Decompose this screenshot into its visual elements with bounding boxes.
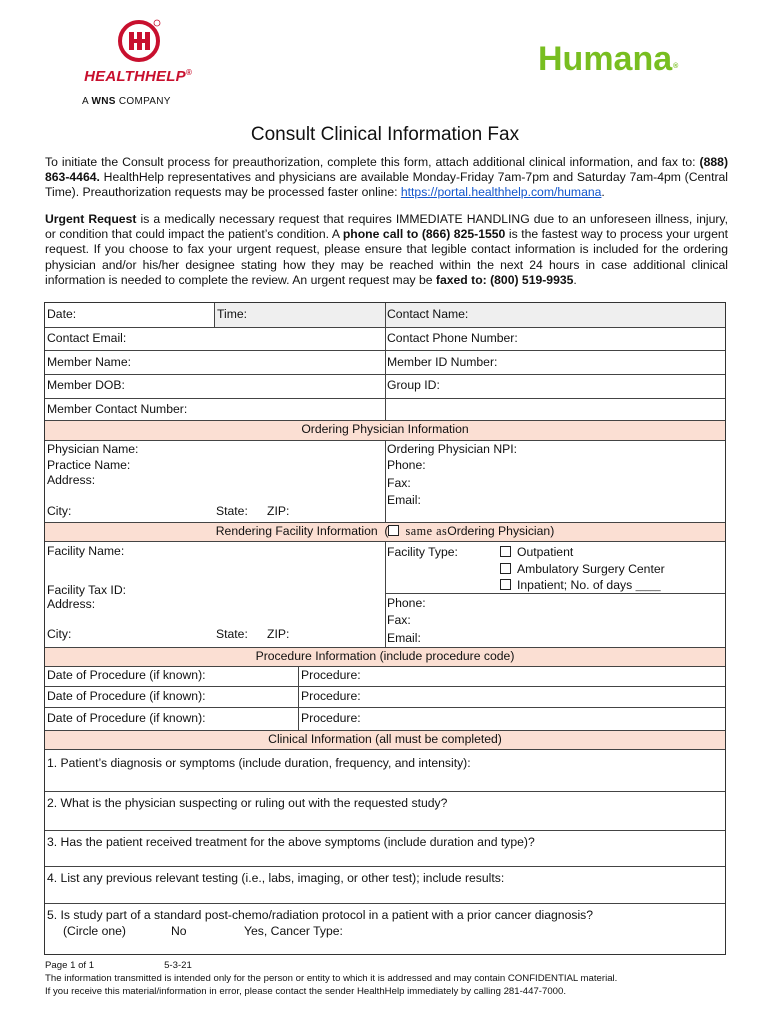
ordering-fax-field[interactable]: Fax: bbox=[387, 476, 411, 490]
member-name-field[interactable]: Member Name: bbox=[47, 355, 131, 369]
outpatient-checkbox[interactable] bbox=[500, 546, 511, 557]
divider bbox=[45, 398, 725, 399]
facility-city-field[interactable]: City: bbox=[47, 627, 72, 641]
ambulatory-checkbox[interactable] bbox=[500, 563, 511, 574]
footer-error-notice: If you receive this material/information in error, please contact the sender HealthHelp immediately by calling 281-447-7000. bbox=[45, 986, 566, 997]
group-id-field[interactable]: Group ID: bbox=[387, 378, 440, 392]
divider bbox=[385, 441, 386, 523]
divider bbox=[385, 593, 725, 594]
inpatient-days-blank[interactable]: _____ bbox=[635, 581, 661, 591]
answer-no[interactable]: No bbox=[171, 924, 187, 938]
contact-email-field[interactable]: Contact Email: bbox=[47, 331, 127, 345]
divider bbox=[45, 350, 725, 351]
facility-tax-field[interactable]: Facility Tax ID: bbox=[47, 583, 127, 597]
facility-state-field[interactable]: State: bbox=[216, 627, 248, 641]
wns-tagline: A WNS COMPANY bbox=[82, 96, 171, 107]
question-1[interactable]: 1. Patient’s diagnosis or symptoms (include duration, frequency, and intensity): bbox=[47, 756, 471, 770]
divider bbox=[385, 303, 386, 421]
facility-zip-field[interactable]: ZIP: bbox=[267, 627, 290, 641]
procedure-3[interactable]: Procedure: bbox=[301, 711, 361, 725]
divider bbox=[385, 542, 386, 648]
question-4[interactable]: 4. List any previous relevant testing (i.e., labs, imaging, or other test); include results: bbox=[47, 871, 505, 885]
consult-form bbox=[44, 302, 726, 955]
time-field[interactable]: Time: bbox=[217, 307, 248, 321]
ordering-zip-field[interactable]: ZIP: bbox=[267, 504, 290, 518]
facility-name-field[interactable]: Facility Name: bbox=[47, 544, 125, 558]
footer-confidential: The information transmitted is intended only for the person or entity to which it is addressed and may contain CONFIDENTIAL material. bbox=[45, 973, 618, 984]
procedure-header: Procedure Information (include procedure code) bbox=[45, 647, 725, 667]
question-3[interactable]: 3. Has the patient received treatment for the above symptoms (include duration and type)? bbox=[47, 835, 535, 849]
rendering-facility-header: Rendering Facility Information ( same asOrdering Physician) bbox=[45, 522, 725, 542]
ordering-email-field[interactable]: Email: bbox=[387, 493, 421, 507]
contact-phone-field[interactable]: Contact Phone Number: bbox=[387, 331, 518, 345]
divider bbox=[214, 303, 215, 327]
facility-fax-field[interactable]: Fax: bbox=[387, 613, 411, 627]
procedure-date-3[interactable]: Date of Procedure (if known): bbox=[47, 711, 206, 725]
healthhelp-wordmark: HEALTHHELP® bbox=[84, 68, 192, 85]
urgent-paragraph: Urgent Request is a medically necessary request that requires IMMEDIATE HANDLING due to an unforeseen illness, injury, or condition that could impact the patient’s condition. A phone call to (866) 825-1550 is the fastest way to process your urgent request. If you choose to fax your urgent request, please ensure that legible contact information is included for the ordering physician and/or his/her designee stating how they may be reached within the next 24 hours in case additional clinical information is needed to complete the review. An urgent request may be faxed to: (800) 519-9935. bbox=[45, 212, 729, 287]
divider bbox=[45, 866, 725, 867]
question-2[interactable]: 2. What is the physician suspecting or ruling out with the requested study? bbox=[47, 796, 448, 810]
ordering-physician-header: Ordering Physician Information bbox=[45, 420, 725, 441]
facility-email-field[interactable]: Email: bbox=[387, 631, 421, 645]
divider bbox=[45, 903, 725, 904]
member-contact-field[interactable]: Member Contact Number: bbox=[47, 402, 188, 416]
physician-name-field[interactable]: Physician Name: bbox=[47, 442, 139, 456]
procedure-date-1[interactable]: Date of Procedure (if known): bbox=[47, 668, 206, 682]
member-dob-field[interactable]: Member DOB: bbox=[47, 378, 125, 392]
answer-yes[interactable]: Yes, Cancer Type: bbox=[244, 924, 343, 938]
ordering-address-field[interactable]: Address: bbox=[47, 473, 96, 487]
option-ambulatory[interactable]: Ambulatory Surgery Center bbox=[500, 562, 665, 577]
footer-page: Page 1 of 1 5-3-21 bbox=[45, 960, 192, 971]
clinical-header: Clinical Information (all must be completed) bbox=[45, 730, 725, 750]
procedure-1[interactable]: Procedure: bbox=[301, 668, 361, 682]
facility-phone-field[interactable]: Phone: bbox=[387, 596, 426, 610]
member-id-field[interactable]: Member ID Number: bbox=[387, 355, 498, 369]
ordering-npi-field[interactable]: Ordering Physician NPI: bbox=[387, 442, 518, 456]
divider bbox=[45, 686, 725, 687]
option-inpatient[interactable]: Inpatient; No. of days _____ bbox=[500, 578, 661, 594]
facility-address-field[interactable]: Address: bbox=[47, 597, 96, 611]
divider bbox=[45, 374, 725, 375]
procedure-2[interactable]: Procedure: bbox=[301, 689, 361, 703]
option-outpatient[interactable]: Outpatient bbox=[500, 545, 573, 560]
divider bbox=[298, 667, 299, 730]
divider bbox=[45, 327, 725, 328]
ordering-phone-field[interactable]: Phone: bbox=[387, 458, 426, 472]
facility-type-label: Facility Type: bbox=[387, 545, 458, 559]
same-as-checkbox[interactable] bbox=[388, 525, 399, 536]
healthhelp-emblem-icon bbox=[118, 18, 162, 62]
divider bbox=[45, 830, 725, 831]
ordering-state-field[interactable]: State: bbox=[216, 504, 248, 518]
divider bbox=[45, 791, 725, 792]
page-title: Consult Clinical Information Fax bbox=[250, 124, 520, 145]
question-5[interactable]: 5. Is study part of a standard post-chemo/radiation protocol in a patient with a prior cancer diagnosis? bbox=[47, 908, 594, 922]
divider bbox=[45, 707, 725, 708]
humana-logo: Humana® bbox=[538, 40, 679, 78]
ordering-city-field[interactable]: City: bbox=[47, 504, 72, 518]
practice-name-field[interactable]: Practice Name: bbox=[47, 458, 131, 472]
procedure-date-2[interactable]: Date of Procedure (if known): bbox=[47, 689, 206, 703]
circle-one-label: (Circle one) bbox=[63, 924, 126, 938]
portal-link[interactable]: https://portal.healthhelp.com/humana bbox=[400, 185, 602, 200]
healthhelp-logo bbox=[78, 18, 198, 110]
inpatient-checkbox[interactable] bbox=[500, 579, 511, 590]
intro-paragraph: To initiate the Consult process for preauthorization, complete this form, attach additional clinical information, and fax to: (888) 863-4464. HealthHelp representatives and physicians are available Monday-Friday 7am-7pm and Saturday 7am-4pm (Central Time). Preauthorization requests may be processed faster online: https://portal.healthhelp.com/humana. bbox=[45, 155, 728, 200]
date-field[interactable]: Date: bbox=[47, 307, 77, 321]
contact-name-field[interactable]: Contact Name: bbox=[387, 307, 469, 321]
